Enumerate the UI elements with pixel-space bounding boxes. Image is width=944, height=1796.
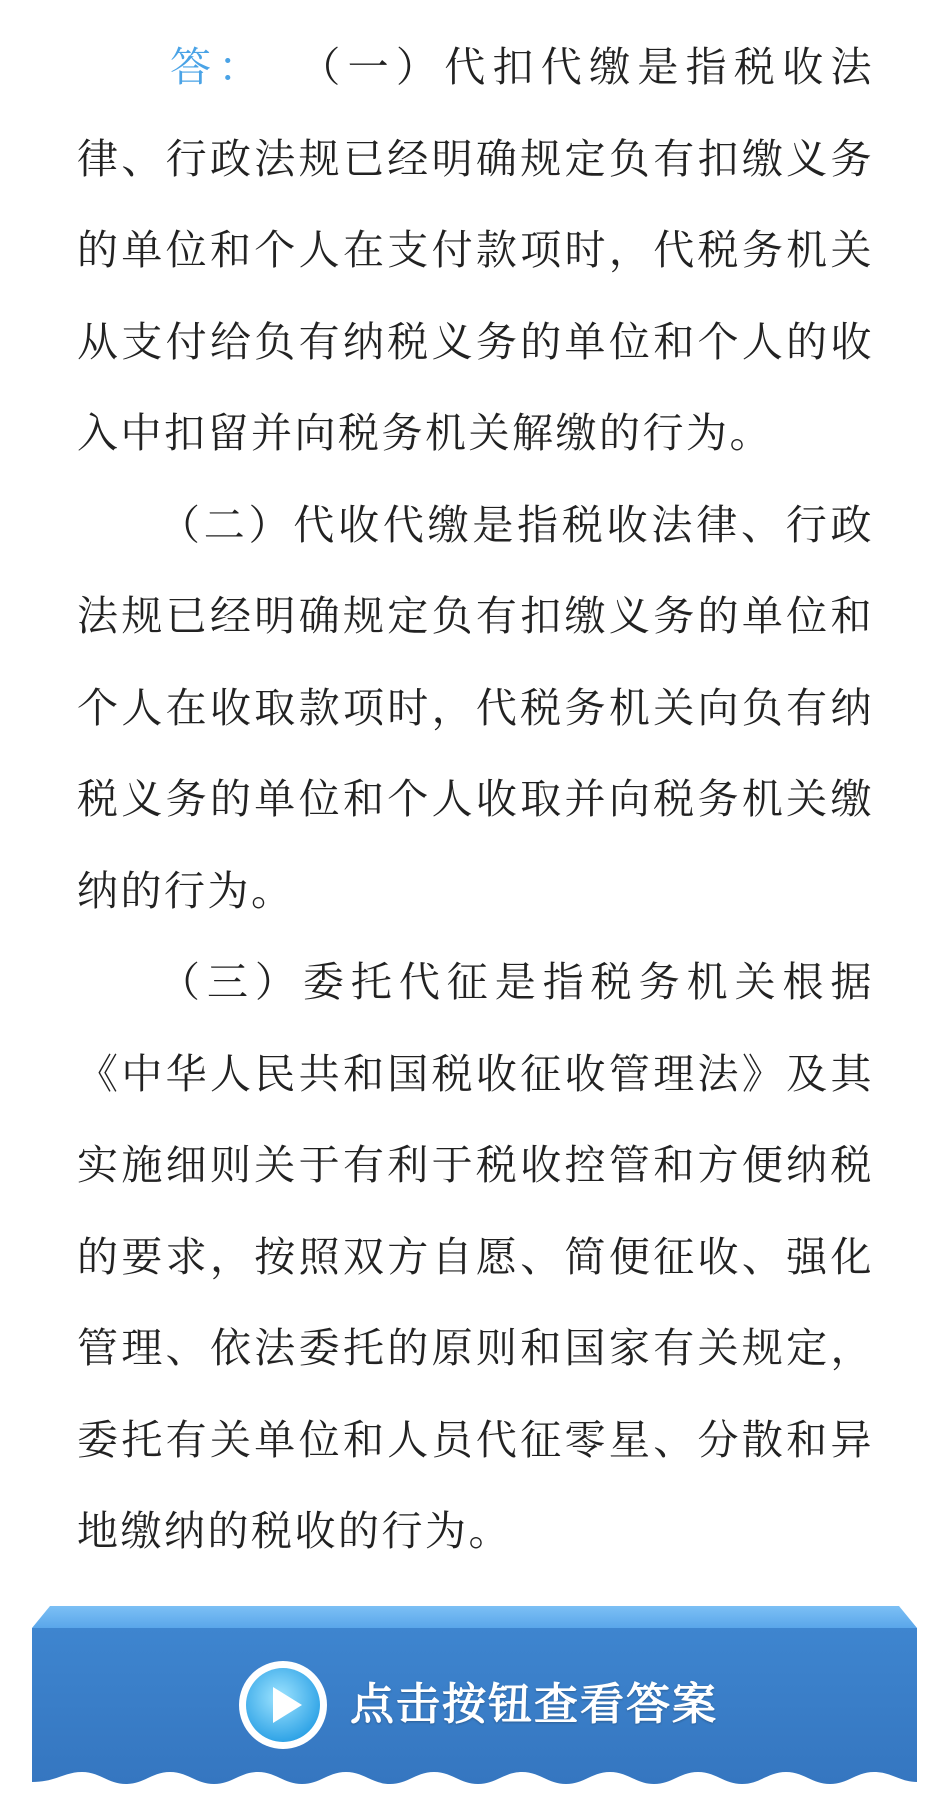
view-answer-banner[interactable] — [32, 1606, 917, 1796]
answer-paragraph-1 — [77, 22, 874, 480]
answer-paragraph-3: （三）委托代征是指税务机关根据《中华人民共和国税收征收管理法》及其实施细则关于有利于税收控管和方便纳税的要求，按照双方自愿、简便征收、强化管理、依法委托的原则和国家有关规定，委托有关单位和人员代征零星、分散和异地缴纳的税收的行为。 — [77, 958, 874, 1555]
play-icon[interactable] — [236, 1658, 330, 1752]
view-answer-button-label[interactable]: 点击按钮查看答案 — [350, 1679, 718, 1730]
answer-paragraph-2: （二）代收代缴是指税收法律、行政法规已经明确规定负有扣缴义务的单位和个人在收取款项时，代税务机关向负有纳税义务的单位和个人收取并向税务机关缴纳的行为。 — [77, 500, 874, 915]
answer-paragraph-1-text: （一）代扣代缴是指税收法律、行政法规已经明确规定负有扣缴义务的单位和个人在支付款项时，代税务机关从支付给负有纳税义务的单位和个人的收入中扣留并向税务机关解缴的行为。 — [77, 43, 875, 457]
answer-section — [77, 22, 874, 1578]
answer-label: 答： — [170, 43, 267, 91]
